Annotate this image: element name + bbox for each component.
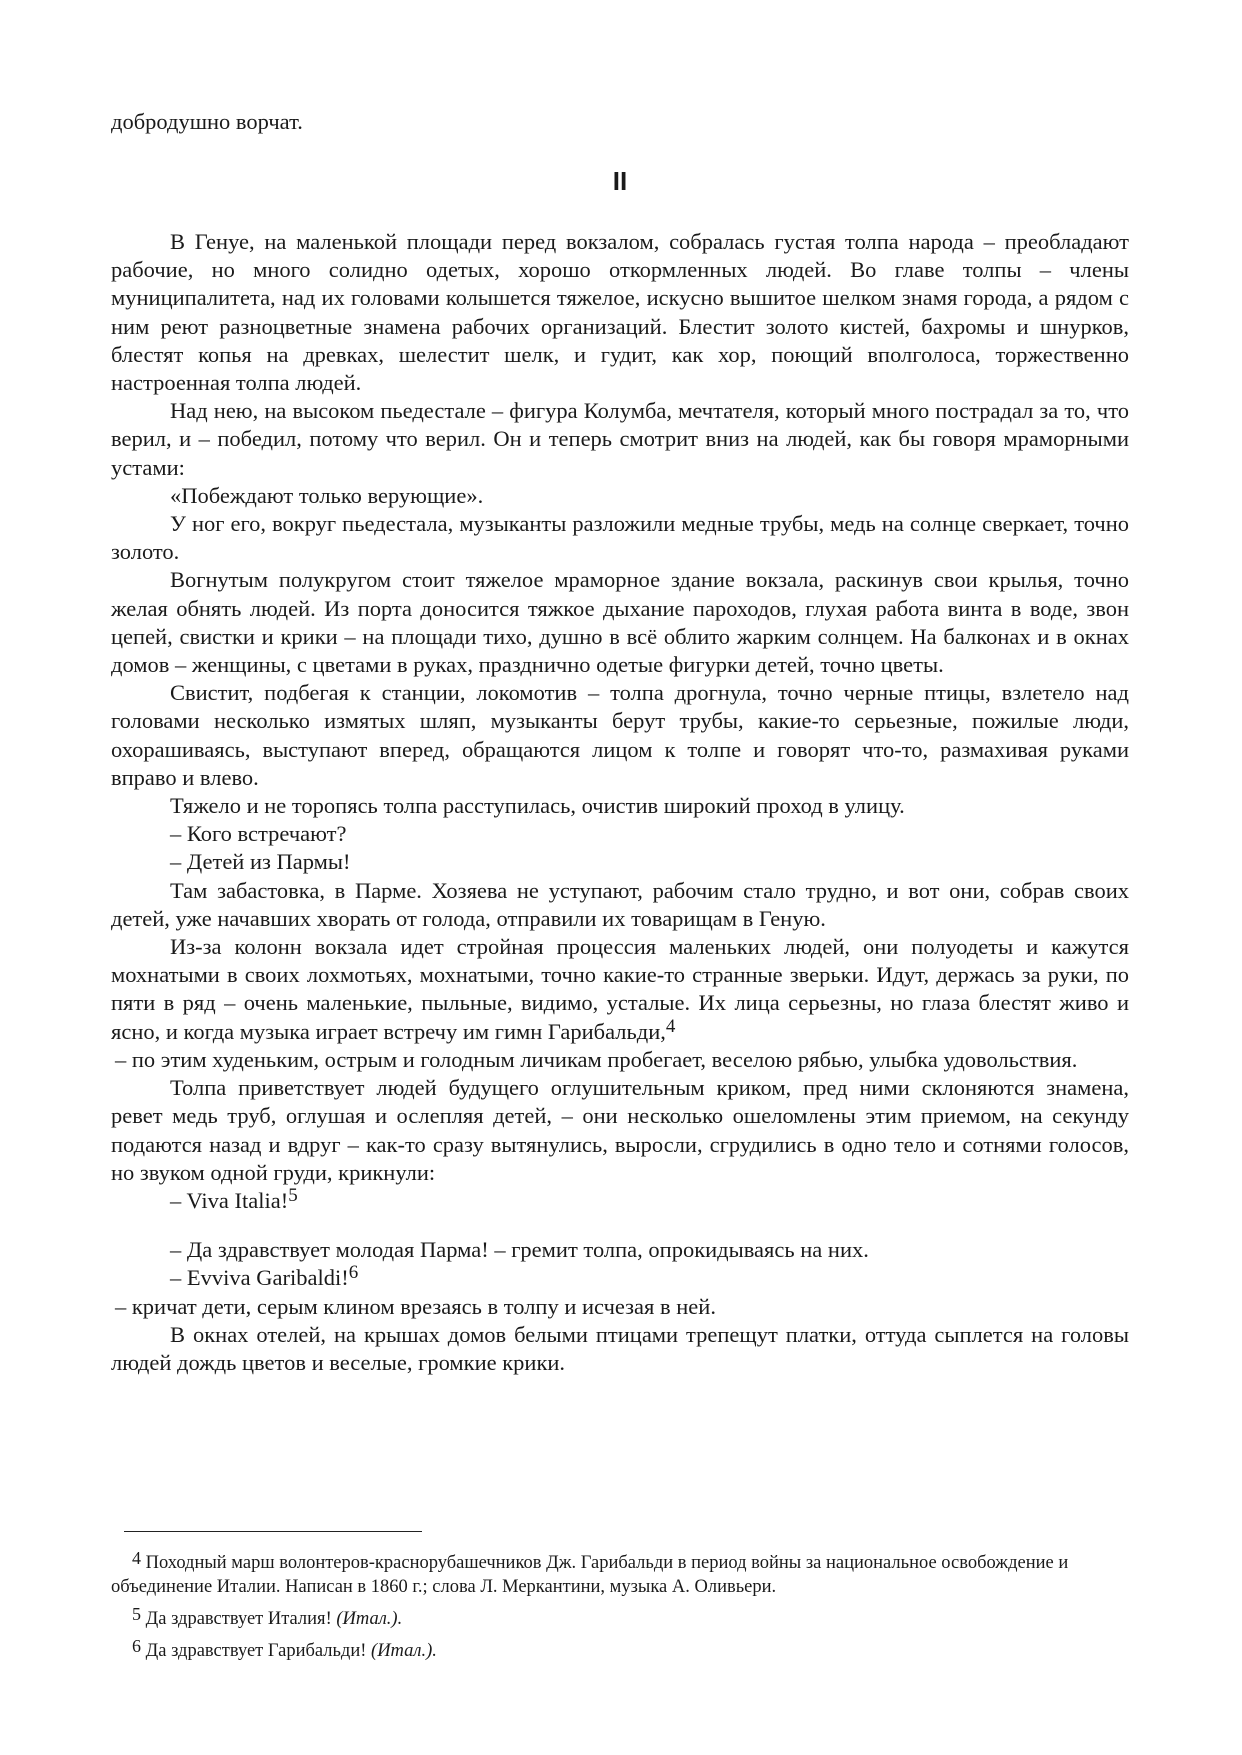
paragraph [111, 933, 1129, 1046]
shout-text: – Evviva Garibaldi! [170, 1265, 349, 1291]
chapter-number: II [612, 166, 628, 196]
page-content [111, 108, 1129, 1375]
footnote-source-note: (Итал.). [371, 1641, 437, 1661]
paragraph-continuation: – по этим худеньким, острым и голодным личикам пробегает, веселою рябью, улыбка удовольствия. [115, 1046, 1078, 1072]
paragraph: Вогнутым полукругом стоит тяжелое мраморное здание вокзала, раскинув свои крылья, точно желая обнять людей. Из порта доносится тяжкое дыхание пароходов, глухая работа винта в воде, звон цепей, свистки и крики – на площади тихо, душно в всё облито жарким солнцем. На балконах и в окнах домов – женщины, с цветами в руках, празднично одетые фигурки детей, точно цветы. [111, 567, 1129, 678]
footnote-ref-4[interactable]: 4 [665, 1015, 676, 1037]
dialogue-line [111, 1184, 1129, 1215]
footnote-mark: 5 [132, 1604, 141, 1624]
footnote-mark: 6 [132, 1636, 141, 1656]
dialogue-line: – Кого встречают? [170, 821, 347, 847]
footnote-4 [111, 1548, 1171, 1599]
paragraph: Тяжело и не торопясь толпа расступилась, очистив широкий проход в улицу. [170, 793, 905, 819]
footnote-mark: 4 [132, 1548, 141, 1568]
footnote-6 [111, 1636, 1171, 1663]
footnote-text: Походный марш волонтеров-краснорубашечников Дж. Гарибальди в период войны за национальное освобождение и объединение Италии. Написан в 1860 г.; слова Л. Меркантини, музыка А. Оливьери. [111, 1553, 1069, 1597]
paragraph: Свистит, подбегая к станции, локомотив – толпа дрогнула, точно черные птицы, взлетело над головами несколько измятых шляп, музыканты берут трубы, какие-то серьезные, пожилые люди, охорашиваясь, выступают вперед, обращаются лицом к толпе и говорят что-то, размахивая руками вправо и влево. [111, 680, 1129, 790]
chapter-body [111, 228, 1129, 1377]
footnote-ref-5[interactable]: 5 [288, 1184, 298, 1206]
paragraph: Над нею, на высоком пьедестале – фигура Колумба, мечтателя, который много пострадал за то, что верил, и – победил, потому что верил. Он и теперь смотрит вниз на людей, как бы говоря мраморными устами: [111, 398, 1129, 480]
top-line-fragment: добродушно ворчат. [111, 109, 303, 134]
paragraph: У ног его, вокруг пьедестала, музыканты разложили медные трубы, медь на солнце сверкает, точно золото. [111, 511, 1129, 565]
paragraph: Толпа приветствует людей будущего оглушительным криком, пред ними склоняются знамена, ревет медь труб, оглушая и ослепляя детей, – они несколько ошеломлены этим приемом, на секунду подаются назад и вдруг – как-то сразу вытянулись, выросли, сгрудились в одно тело и сотнями голосов, но звуком одной груди, крикнули: [111, 1075, 1129, 1185]
footnotes [111, 1548, 1171, 1671]
footnote-separator [124, 1531, 422, 1532]
paragraph-continuation: – кричат дети, серым клином врезаясь в толпу и исчезая в ней. [115, 1293, 716, 1319]
paragraph: В Генуе, на маленькой площади перед вокзалом, собралась густая толпа народа – преобладают рабочие, но много солидно одетых, хорошо откормленных людей. Во главе толпы – члены муниципалитета, над их головами колышется тяжелое, искусно вышитое шелком знамя города, а рядом с ним реют разноцветные знамена рабочих организаций. Блестит золото кистей, бахромы и шнурков, блестят копья на древках, шелестит шелк, и гудит, как хор, поющий вполголоса, торжественно настроенная толпа людей. [111, 229, 1129, 396]
footnote-ref-6[interactable]: 6 [348, 1262, 359, 1284]
footnote-source-note: (Итал.). [336, 1609, 403, 1629]
dialogue-line [111, 1264, 1129, 1292]
paragraph: Там забастовка, в Парме. Хозяева не уступают, рабочим стало трудно, и вот они, собрав своих детей, уже начавших хворать от голода, отправили их товарищам в Геную. [111, 877, 1129, 931]
dialogue-line: – Детей из Пармы! [170, 849, 351, 875]
shout-text: – Viva Italia! [170, 1187, 289, 1213]
footnote-text: Да здравствует Италия! [145, 1609, 337, 1629]
footnote-5 [111, 1604, 1171, 1631]
paragraph-text: Из-за колонн вокзала идет стройная процессия маленьких людей, они полуодеты и кажутся мохнатыми в своих лохмотьях, мохнатыми, точно какие-то странные зверьки. Идут, держась за руки, по пяти в ряд – очень маленькие, пыльные, видимо, усталые. Их лица серьезны, но глаза блестят живо и ясно, и когда музыка играет встречу им гимн Гарибальди, [111, 934, 1129, 1044]
footnote-text: Да здравствует Гарибальди! [145, 1641, 372, 1661]
paragraph: В окнах отелей, на крышах домов белыми птицами трепещут платки, оттуда сыплется на головы людей дождь цветов и веселые, громкие крики. [111, 1321, 1129, 1375]
dialogue-line: – Да здравствует молодая Парма! – гремит толпа, опрокидываясь на них. [170, 1237, 869, 1263]
paragraph: «Побеждают только верующие». [170, 482, 484, 508]
